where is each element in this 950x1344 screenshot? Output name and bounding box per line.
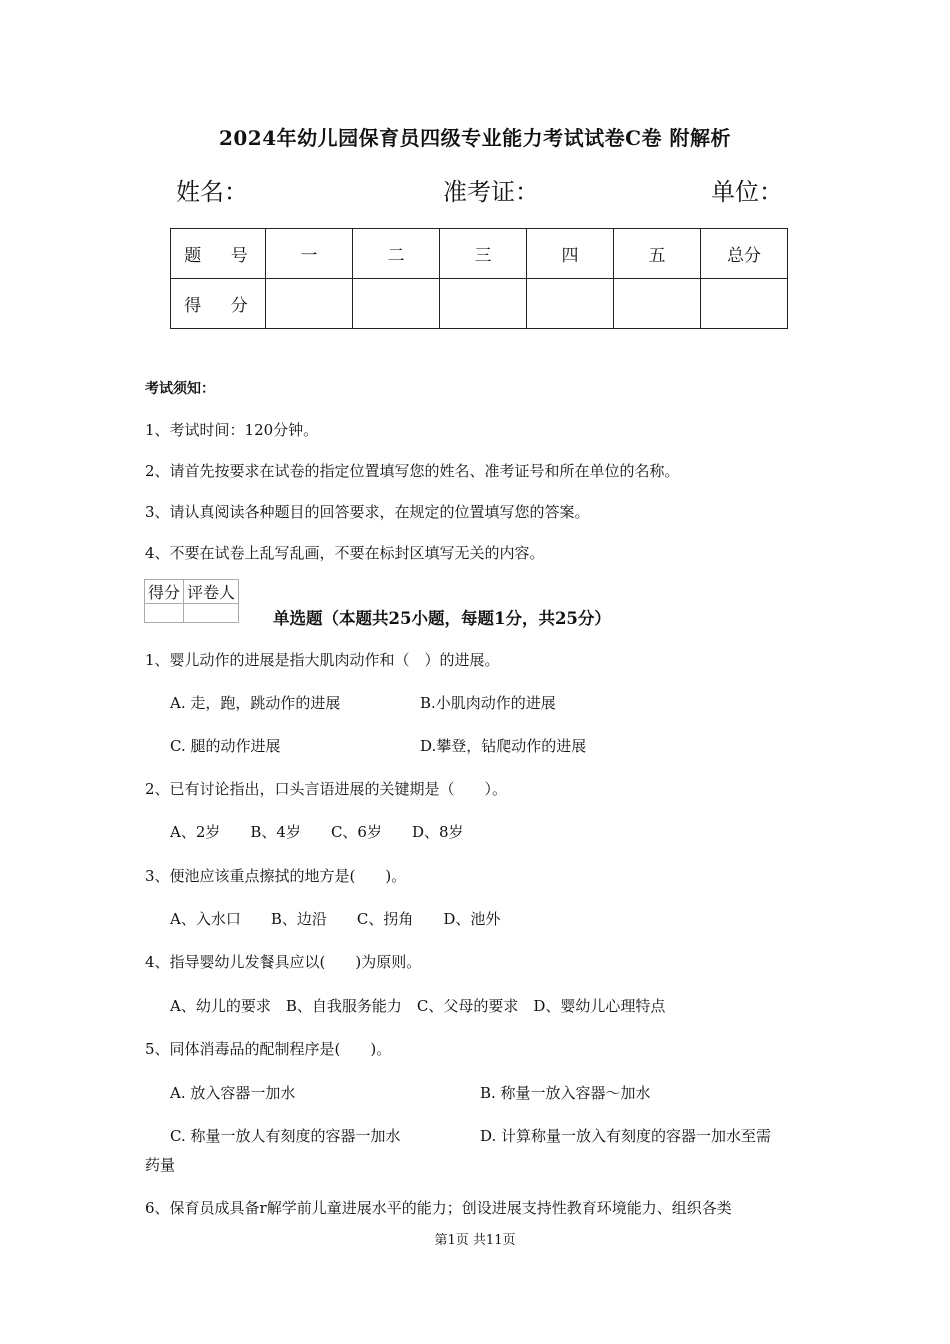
score-table-col-1: 一 (266, 229, 353, 279)
notice-item: 3、请认真阅读各种题目的回答要求，在规定的位置填写您的答案。 (145, 503, 590, 521)
grader-table (144, 579, 239, 623)
score-cell-4[interactable] (527, 279, 614, 329)
question-stem: 3、便池应该重点擦拭的地方是( )。 (145, 867, 407, 885)
question-option: A. 放入容器一加水 (170, 1084, 296, 1102)
question-stem: 5、同体消毒品的配制程序是( )。 (145, 1040, 392, 1058)
question-options: A、入水口 B、边沿 C、拐角 D、池外 (170, 910, 501, 928)
grader-reviewer-cell[interactable] (184, 604, 239, 623)
question-stem: 4、指导婴幼儿发餐具应以( )为原则。 (145, 953, 422, 971)
score-cell-2[interactable] (353, 279, 440, 329)
question-options: A、2岁 B、4岁 C、6岁 D、8岁 (170, 823, 464, 841)
question-option: B. 称量一放入容器～加水 (480, 1084, 651, 1102)
question-option: D.攀登，钻爬动作的进展 (420, 737, 587, 755)
score-cell-total[interactable] (701, 279, 788, 329)
question-option: D. 计算称量一放入有刻度的容器一加水至需 (480, 1127, 772, 1145)
score-table-header-label: 题 号 (171, 229, 266, 279)
page-title: 2024年幼儿园保育员四级专业能力考试试卷C卷 附解析 (218, 126, 732, 150)
question-option: C. 腿的动作进展 (170, 737, 281, 755)
notice-heading: 考试须知： (145, 381, 215, 397)
grader-reviewer-label: 评卷人 (184, 580, 239, 604)
question-option-continuation: 药量 (145, 1156, 176, 1174)
score-table-col-total: 总分 (701, 229, 788, 279)
score-table-col-2: 二 (353, 229, 440, 279)
grader-score-label: 得分 (145, 580, 184, 604)
grader-score-cell[interactable] (145, 604, 184, 623)
score-table-col-5: 五 (614, 229, 701, 279)
question-options: A、幼儿的要求 B、自我服务能力 C、父母的要求 D、婴幼儿心理特点 (170, 997, 666, 1015)
score-cell-1[interactable] (266, 279, 353, 329)
score-table-col-3: 三 (440, 229, 527, 279)
notice-item: 2、请首先按要求在试卷的指定位置填写您的姓名、准考证号和所在单位的名称。 (145, 462, 680, 480)
question-option: B.小肌肉动作的进展 (420, 694, 556, 712)
score-table-header-row (171, 229, 788, 279)
section-title: 单选题（本题共25小题，每题1分，共25分） (273, 609, 611, 628)
page-footer: 第1页 共11页 (434, 1233, 516, 1248)
question-option: A. 走，跑，跳动作的进展 (170, 694, 341, 712)
question-stem: 6、保育员成具备r解学前儿童进展水平的能力；创设进展支持性教育环境能力、组织各类 (145, 1199, 732, 1217)
notice-item: 1、考试时间：120分钟。 (145, 421, 319, 439)
notice-item: 4、不要在试卷上乱写乱画，不要在标封区填写无关的内容。 (145, 544, 545, 562)
score-table-score-label: 得 分 (171, 279, 266, 329)
score-table (170, 228, 788, 329)
unit-field-label: 单位： (711, 178, 783, 206)
score-cell-3[interactable] (440, 279, 527, 329)
name-field-label: 姓名： (176, 178, 248, 206)
score-cell-5[interactable] (614, 279, 701, 329)
score-table-score-row (171, 279, 788, 329)
score-table-col-4: 四 (527, 229, 614, 279)
exam-id-field-label: 准考证： (443, 178, 539, 206)
question-option: C. 称量一放人有刻度的容器一加水 (170, 1127, 401, 1145)
question-stem: 1、婴儿动作的进展是指大肌肉动作和（ ）的进展。 (145, 651, 500, 669)
question-stem: 2、已有讨论指出，口头言语进展的关键期是（ ）。 (145, 780, 508, 798)
